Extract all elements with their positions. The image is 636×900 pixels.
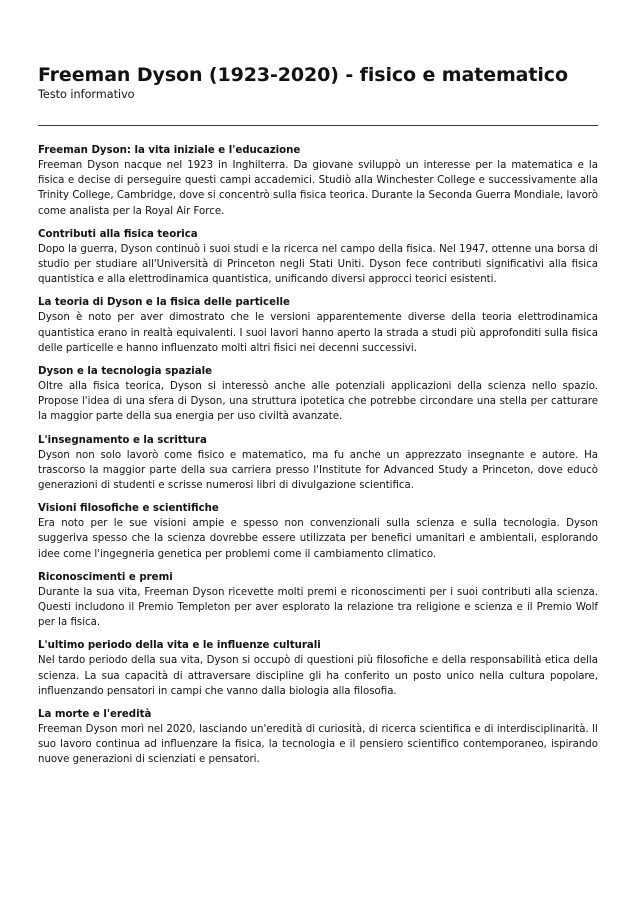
section-late-life xyxy=(38,639,598,699)
document-page xyxy=(38,0,598,777)
section-heading: L'ultimo periodo della vita e le influenze culturali xyxy=(38,640,321,652)
section-philosophical-visions xyxy=(38,502,598,562)
section-body: Nel tardo periodo della sua vita, Dyson si occupò di questioni più filosofiche e della responsabilità etica della scienza. La sua capacità di attraversare discipline gli ha conferito un posto unico nella cultura popolare, influenzando pensatori in campi che vanno dalla biologia alla filosofia. xyxy=(38,655,598,697)
section-body: Dyson è noto per aver dimostrato che le versioni apparentemente diverse della teoria elettrodinamica quantistica erano in realtà equivalenti. I suoi lavori hanno aperto la strada a studi più approfonditi sulla fisica delle particelle e hanno influenzato molti altri fisici nei decenni successivi. xyxy=(38,312,598,354)
section-heading: Contributi alla fisica teorica xyxy=(38,228,198,240)
section-body: Era noto per le sue visioni ampie e spesso non convenzionali sulla scienza e sulla tecnologia. Dyson suggeriva spesso che la scienza dovrebbe essere utilizzata per benefici umanitari e ambientali, esplorando idee come l'ingegneria genetica per problemi come il cambiamento climatico. xyxy=(38,518,598,560)
section-body: Dyson non solo lavorò come fisico e matematico, ma fu anche un apprezzato insegnante e autore. Ha trascorso la maggior parte della sua carriera presso l'Institute for Advanced Study a Princeton, dove educò generazioni di studenti e scrisse numerosi libri di divulgazione scientifica. xyxy=(38,449,598,492)
section-heading: L'insegnamento e la scrittura xyxy=(38,434,207,446)
section-theoretical-contributions xyxy=(38,228,598,288)
section-body: Freeman Dyson morì nel 2020, lasciando un'eredità di curiosità, di ricerca scientifica e di interdisciplinarità. Il suo lavoro continua ad influenzare la fisica, la tecnologia e il pensiero scientifico contemporaneo, ispirando nuove generazioni di scienziati e pensatori. xyxy=(38,724,598,766)
section-particle-physics xyxy=(38,296,598,356)
section-heading: Riconoscimenti e premi xyxy=(38,571,173,583)
title-divider xyxy=(38,125,598,126)
section-body: Dopo la guerra, Dyson continuò i suoi studi e la ricerca nel campo della fisica. Nel 1947, ottenne una borsa di studio per studiare all'Università di Princeton negli Stati Uniti. Dyson fece contributi significativi alla fisica quantistica e alla elettrodinamica quantistica, unificando diversi approcci teorici esistenti. xyxy=(38,243,598,286)
section-awards xyxy=(38,571,598,631)
document-title: Freeman Dyson (1923-2020) - fisico e matematico xyxy=(38,64,568,86)
section-heading: La teoria di Dyson e la fisica delle particelle xyxy=(38,297,290,309)
section-legacy xyxy=(38,708,598,768)
section-space-technology xyxy=(38,365,598,425)
section-heading: Freeman Dyson: la vita iniziale e l'educazione xyxy=(38,145,301,156)
section-body: Durante la sua vita, Freeman Dyson ricevette molti premi e riconoscimenti per i suoi contributi alla scienza. Questi includono il Premio Templeton per aver esplorato la relazione tra religione e scienza e il Premio Wolf per la fisica. xyxy=(38,586,598,629)
section-heading: Visioni filosofiche e scientifiche xyxy=(38,503,219,515)
section-early-life xyxy=(38,144,598,219)
section-body: Oltre alla fisica teorica, Dyson si interessò anche alle potenziali applicazioni della scienza nello spazio. Propose l'idea di una sfera di Dyson, una struttura ipotetica che potrebbe circondare una stella per catturare la maggior parte della sua energia per uso civiltà avanzate. xyxy=(38,381,598,423)
section-heading: La morte e l'eredità xyxy=(38,709,152,721)
section-teaching-writing xyxy=(38,434,598,494)
section-heading: Dyson e la tecnologia spaziale xyxy=(38,366,213,378)
document-subtitle: Testo informativo xyxy=(38,88,135,101)
section-body: Freeman Dyson nacque nel 1923 in Inghilterra. Da giovane sviluppò un interesse per la matematica e la fisica e decise di perseguire questi campi accademici. Studiò alla Winchester College e successivamente alla Trinity College, Cambridge, dove si concentrò sulla fisica teorica. Durante la Seconda Guerra Mondiale, lavorò come analista per la Royal Air Force. xyxy=(38,160,598,217)
